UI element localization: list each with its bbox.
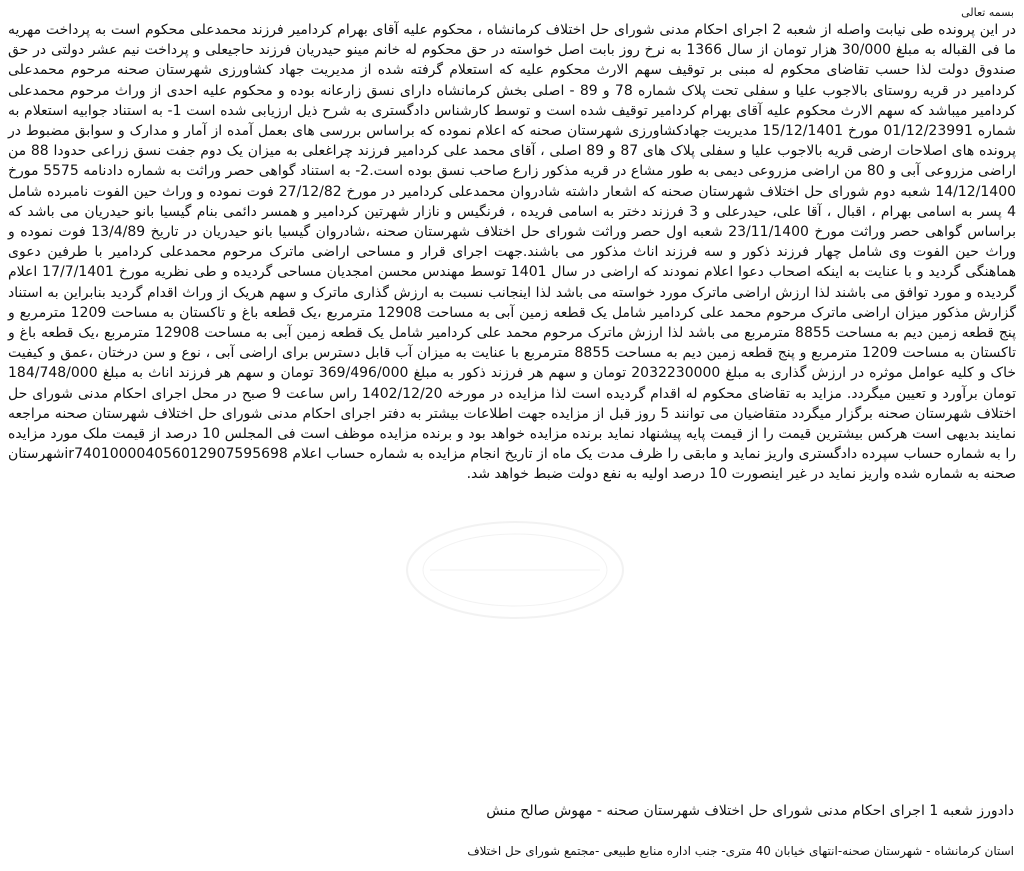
office-address: استان کرمانشاه - شهرستان صحنه-انتهای خیابان 40 متری- جنب اداره منابع طبیعی -مجتمع شورای حل اختلاف	[467, 844, 1014, 858]
faint-seal-watermark	[400, 515, 630, 625]
auction-notice-body: در این پرونده طی نیابت واصله از شعبه 2 اجرای احکام مدنی شورای حل اختلاف کرمانشاه ، محکوم علیه آقای بهرام کردامیر فرزند محمدعلی محکوم است به پرداخت مهریه ما فی القباله به مبلغ 30/000 هزار تومان از سال 1366 به نرخ روز بابت اصل خواسته در حق محکوم له خانم مینو حیدریان فرزند حاجیعلی و پرداخت نیم عشر دولتی در حق صندوق دولت لذا حسب تقاضای محکوم له مبنی بر توقیف سهم الارث محکوم علیه که استعلام گرفته شده از مدیریت جهاد کشاورزی شهرستان صحنه مرحوم محمدعلی کردامیر در قریه روستای بالاجوب علیا و سفلی تحت پلاک شماره 78 و 89 - اصلی بخش کرمانشاه دارای نسق زارعانه بوده و محکوم علیه احدی از وراث مرحوم محمدعلی کردامیر میباشد که سهم الارث محکوم علیه آقای بهرام کردامیر توقیف شده است و توسط کارشناس دادگستری به شرح ذیل ارزیابی شده است 1- به استناد جوابیه استعلام به شماره 01/12/23991 مورخ 15/12/1401 مدیریت جهادکشاورزی شهرستان صحنه که اعلام نموده که براساس بررسی های بعمل آمده از آمار و مدارک و سوابق مضبوط در پرونده های اصلاحات ارضی قریه بالاجوب علیا و سفلی پلاک های 87 و 89 اصلی ، آقای محمد علی کردامیر فرزند چراغعلی به میزان یک دوم جفت نسق زراعی حدودا 88 من اراضی مزروعی آبی و 80 من اراضی مزروعی دیمی به طور مشاع در قریه مذکور زارع صاحب نسق بوده است.2- به استناد گواهی حصر وراثت به شماره دادنامه 5575 مورخ 14/12/1400 شعبه دوم شورای حل اختلاف شهرستان صحنه که اشعار داشته شادروان محمدعلی کردامیر در مورخ 27/12/82 فوت نموده و وراث حین الفوت نامبرده شامل 4 پسر به اسامی بهرام ، اقبال ، آقا علی، حیدرعلی و 3 فرزند دختر به اسامی فریده ، فرنگیس و نازار شهرتین کردامیر و همسر دائمی بنام گیسیا بانو حیدریان می باشد که براساس گواهی حصر وراثت مورخ 23/11/1400 شعبه اول حصر وراثت شورای حل اختلاف شهرستان صحنه ،شادروان گیسیا بانو حیدریان در تاریخ 13/4/89 فوت نموده و وراث حین الفوت وی شامل چهار فرزند ذکور و سه فرزند اناث مذکور می باشند.جهت اجرای قرار و مساحی اراضی ماترک مرحوم محمدعلی کردامیر با طرفین دعوی هماهنگی گردید و با عنایت به اینکه اصحاب دعوا اعلام نمودند که اراضی در سال 1401 توسط مهندس محسن امجدیان مساحی گردیده و طی نظریه مورخ 17/7/1401 اعلام گردیده و مورد توافق می باشند لذا ارزش اراضی ماترک مورد خواسته می باشد لذا اینجانب نسبت به ارزش گذاری ماترک و سهم هریک از وراث اقدام گردید بنابراین به استناد گزارش مذکور میزان اراضی ماترک مرحوم محمد علی کردامیر شامل یک قطعه زمین آبی به مساحت 12908 مترمربع ،یک قطعه باغ و تاکستان به مساحت 1209 مترمربع و پنج قطعه زمین دیم به مساحت 8855 مترمربع می باشد لذا ارزش ماترک مرحوم محمد علی کردامیر شامل یک قطعه زمین آبی به مساحت 12908 مترمربع ،یک قطعه باغ و تاکستان به مساحت 1209 مترمربع و پنج قطعه زمین دیم به مساحت 8855 مترمربع با عنایت به میزان آب قابل دسترس برای اراضی آبی ، نوع و سن درختان ،عمق و کیفیت خاک و کلیه عوامل موثره در ارزش گذاری به مبلغ 2032230000 تومان و سهم هر فرزند ذکور به مبلغ 369/496/000 تومان و سهم هر فرزند اناث به مبلغ 184/748/000 تومان برآورد و تعیین میگردد. مزاید به تقاضای محکوم له اقدام گردیده است لذا مزایده در مورخه 1402/12/20 راس ساعت 9 صبح در محل اجرای احکام مدنی شورای حل اختلاف شهرستان صحنه برگزار میگردد متقاضیان می توانند 5 روز قبل از مزایده جهت اطلاعات بیشتر به دفتر اجرای احکام مدنی شورای حل اختلاف شهرستان صحنه مراجعه نمایند بدیهی است هرکس بیشترین قیمت را از قیمت پایه پیشنهاد نماید برنده مزایده خواهد بود و برنده مزایده موظف است فی المجلس 10 درصد از قیمت ملک مورد مزایده را به شماره حساب سپرده دادگستری واریز نماید و مابقی را ظرف مدت یک ماه از تاریخ انجام مزایده به شماره حساب اعلام ir740100004056012907595698شهرستان صحنه به شماره شده واریز نماید در غیر اینصورت 10 درصد اولیه به نفع دولت ضبط خواهد شد.	[8, 22, 1017, 483]
bismillah-heading: بسمه تعالی	[961, 6, 1014, 19]
issuer-signature-line: دادورز شعبه 1 اجرای احکام مدنی شورای حل اختلاف شهرستان صحنه - مهوش صالح منش	[486, 803, 1014, 819]
